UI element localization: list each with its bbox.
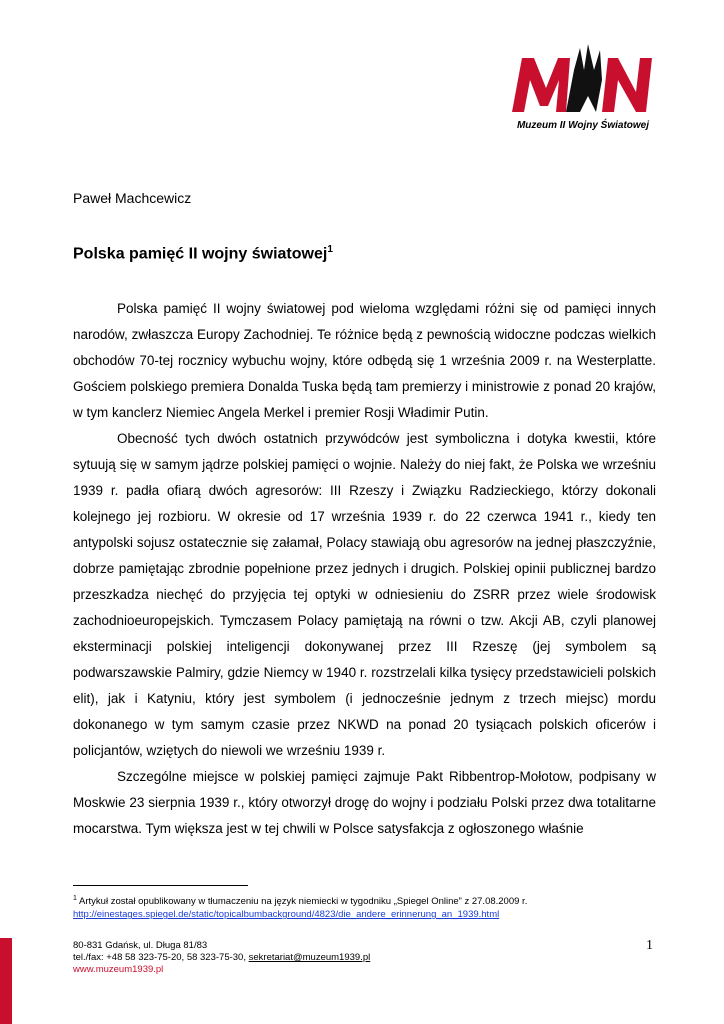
footnote-mark: 1 bbox=[73, 895, 77, 902]
article-body bbox=[73, 296, 656, 842]
footnote-link[interactable]: http://einestages.spiegel.de/static/topicalbumbackground/4823/die_andere_erinnerung_an_1939.html bbox=[73, 909, 500, 921]
footnote bbox=[73, 892, 663, 921]
title-footnote-mark[interactable]: 1 bbox=[327, 244, 333, 255]
author-name: Paweł Machcewicz bbox=[73, 190, 192, 206]
museum-logo-mark bbox=[508, 40, 658, 118]
footer-address bbox=[73, 940, 370, 976]
paragraph-1: Polska pamięć II wojny światowej pod wieloma względami różni się od pamięci innych narodów, zwłaszcza Europy Zachodniej. Te różnice będą z pewnością widoczne podczas wielkich obchodów 70-tej rocznicy wybuchu wojny, które odbędą się 1 września 2009 r. na Westerplatte. Gościem polskiego premiera Donalda Tuska będą tam premierzy i ministrowie z ponad 20 krajów, w tym kanclerz Niemiec Angela Merkel i premier Rosji Władimir Putin. bbox=[73, 301, 656, 420]
contact-line bbox=[73, 952, 370, 964]
footnote-text: Artykuł został opublikowany w tłumaczeniu na język niemiecki w tygodniku „Spiegel Online” z 27.08.2009 r. bbox=[76, 896, 528, 908]
logo-caption: Muzeum II Wojny Światowej bbox=[516, 120, 650, 131]
footnote-text-line bbox=[73, 892, 663, 908]
document-title bbox=[73, 244, 333, 263]
footnote-divider bbox=[73, 885, 248, 886]
title-text: Polska pamięć II wojny światowej bbox=[73, 245, 328, 263]
paragraph-3: Szczególne miejsce w polskiej pamięci zajmuje Pakt Ribbentrop-Mołotow, podpisany w Moskwie 23 sierpnia 1939 r., który otworzył drogę do wojny i podziału Polski przez dwa totalitarne mocarstwa. Tym większa jest w tej chwili w Polsce satysfakcja z ogłoszonego właśnie bbox=[73, 769, 656, 836]
phone-text: tel./fax: +48 58 323-75-20, 58 323-75-30, bbox=[73, 952, 249, 963]
museum-logo bbox=[508, 40, 658, 140]
email-link[interactable]: sekretariat@muzeum1939.pl bbox=[248, 952, 371, 963]
website-link[interactable]: www.muzeum1939.pl bbox=[73, 964, 164, 975]
page-accent-bar bbox=[0, 938, 12, 1024]
address-line: 80-831 Gdańsk, ul. Długa 81/83 bbox=[73, 940, 208, 951]
page-number: 1 bbox=[646, 938, 653, 953]
paragraph-2: Obecność tych dwóch ostatnich przywódców jest symboliczna i dotyka kwestii, które sytuują się w samym jądrze polskiej pamięci o wojnie. Należy do niej fakt, że Polska we wrześniu 1939 r. padła ofiarą dwóch agresorów: III Rzeszy i Związku Radzieckiego, którzy dokonali kolejnego jej rozbioru. W okresie od 17 września 1939 r. do 22 czerwca 1941 r., kiedy ten antypolski sojusz ostatecznie się załamał, Polacy stawiają obu agresorów na jednej płaszczyźnie, dobrze pamiętając zbrodnie popełnione przez jednych i drugich. Polskiej opinii publicznej bardzo przeszkadza niechęć do przyjęcia tej optyki w odniesieniu do ZSRR przez wiele środowisk zachodnioeuropejskich. Tymczasem Polacy pamiętają na równi o tzw. Akcji AB, czyli planowej eksterminacji polskiej inteligencji dokonywanej przez III Rzeszę (jej symbolem są podwarszawskie Palmiry, gdzie Niemcy w 1940 r. rozstrzelali kilka tysięcy przedstawicieli polskich elit), jak i Katyniu, który jest symbolem (i jednocześnie jednym z trzech miejsc) mordu dokonanego w tym samym czasie przez NKWD na ponad 20 tysiącach polskich oficerów i policjantów, wziętych do niewoli we wrześniu 1939 r. bbox=[73, 431, 656, 758]
